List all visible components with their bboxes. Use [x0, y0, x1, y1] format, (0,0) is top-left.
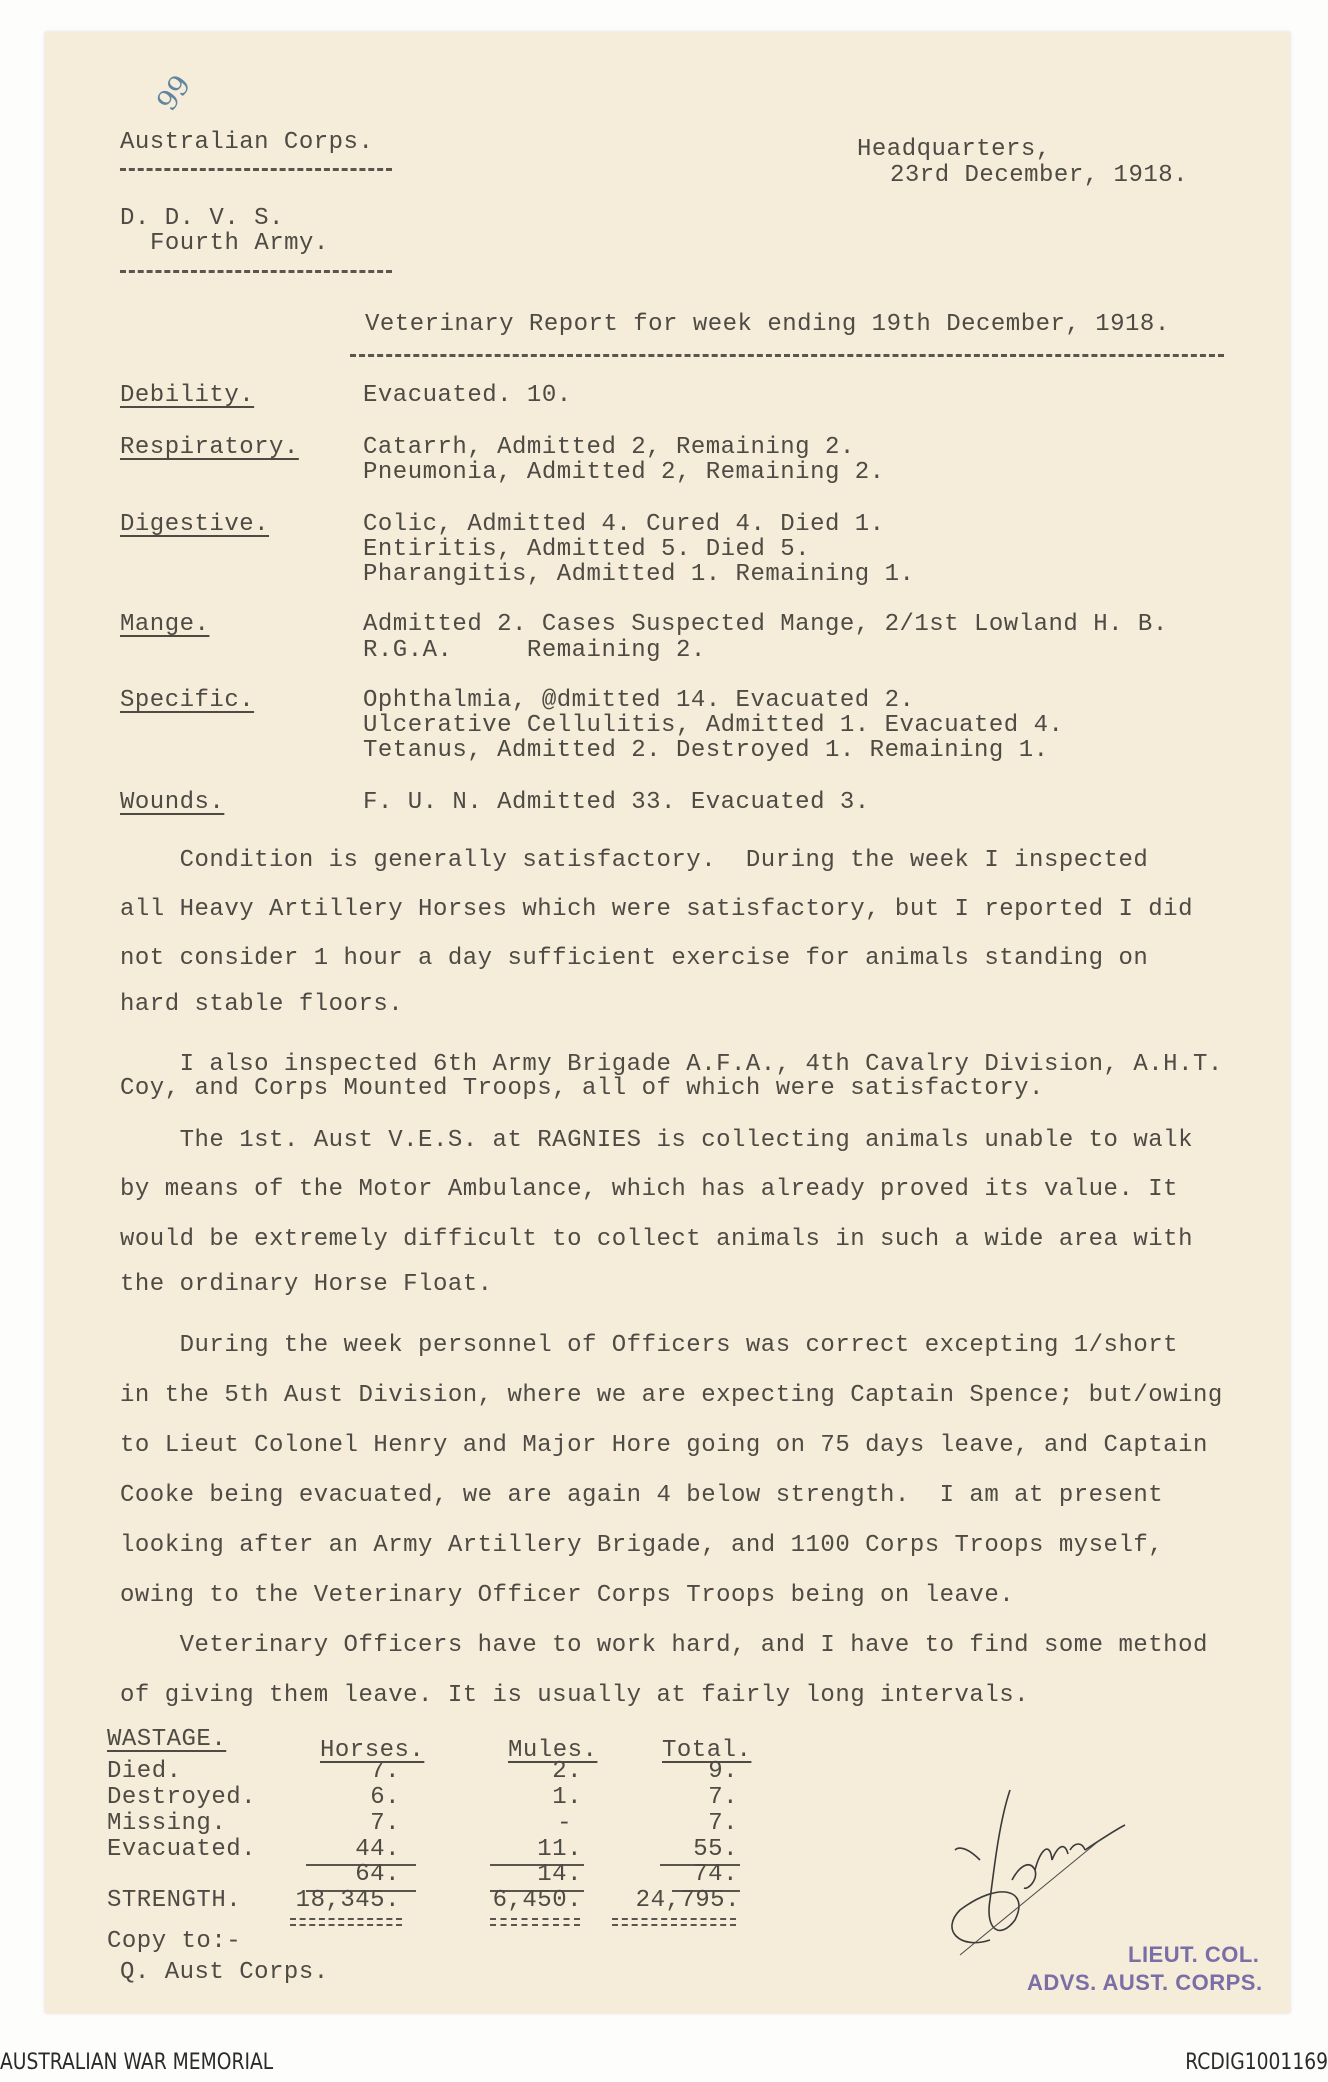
- folio-number: 99: [150, 68, 198, 117]
- section-heading: Debility.: [120, 382, 255, 409]
- copy-to-label: Copy to:-: [107, 1928, 242, 1955]
- double-rule: [490, 1918, 580, 1926]
- paragraph-line: During the week personnel of Officers was correct excepting 1/short: [120, 1332, 1179, 1359]
- from-unit: Australian Corps.: [120, 129, 374, 156]
- wastage-cell: 2.: [552, 1758, 582, 1785]
- wastage-row-label: Evacuated.: [107, 1836, 257, 1863]
- wastage-subtotal: 64.: [355, 1861, 400, 1888]
- wastage-cell: 7.: [708, 1784, 738, 1811]
- wastage-row-label: Died.: [107, 1758, 182, 1785]
- section-heading: Wounds.: [120, 789, 225, 816]
- column-header-mules: Mules.: [508, 1737, 598, 1764]
- addressee-line1: D. D. V. S.: [120, 205, 284, 232]
- place: Headquarters,: [857, 136, 1051, 163]
- strength-label: STRENGTH.: [107, 1887, 242, 1914]
- addressee-line2: Fourth Army.: [150, 230, 329, 257]
- paragraph-line: Veterinary Officers have to work hard, and I have to find some method: [120, 1632, 1208, 1659]
- wastage-heading: WASTAGE.: [107, 1726, 227, 1753]
- column-header-horses: Horses.: [320, 1737, 425, 1764]
- paragraph-line: The 1st. Aust V.E.S. at RAGNIES is collecting animals unable to walk: [120, 1127, 1193, 1154]
- paragraph-line: would be extremely difficult to collect animals in such a wide area with: [120, 1226, 1193, 1253]
- paragraph-line: hard stable floors.: [120, 991, 404, 1018]
- signature: [940, 1780, 1140, 1960]
- date: 23rd December, 1918.: [890, 162, 1189, 189]
- wastage-row-label: Missing.: [107, 1810, 227, 1837]
- paragraph-line: looking after an Army Artillery Brigade, and 1100 Corps Troops myself,: [120, 1532, 1164, 1559]
- wastage-cell: 9.: [708, 1758, 738, 1785]
- wastage-cell: 7.: [370, 1810, 400, 1837]
- wastage-subtotal: 14.: [537, 1861, 582, 1888]
- section-line: R.G.A. Remaining 2.: [363, 637, 706, 664]
- section-line: Catarrh, Admitted 2, Remaining 2.: [363, 434, 855, 461]
- paragraph-line: the ordinary Horse Float.: [120, 1271, 493, 1298]
- wastage-cell: 7.: [370, 1758, 400, 1785]
- paragraph-line: by means of the Motor Ambulance, which has already proved its value. It: [120, 1176, 1179, 1203]
- divider: [120, 270, 392, 273]
- divider: [120, 168, 392, 171]
- rank-stamp-line1: LIEUT. COL.: [1128, 1942, 1260, 1967]
- section-heading: Digestive.: [120, 511, 270, 538]
- section-line: Entiritis, Admitted 5. Died 5.: [363, 536, 811, 563]
- report-title: Veterinary Report for week ending 19th December, 1918.: [365, 311, 1170, 338]
- paragraph-line: to Lieut Colonel Henry and Major Hore going on 75 days leave, and Captain: [120, 1432, 1208, 1459]
- section-line: Pharangitis, Admitted 1. Remaining 1.: [363, 561, 915, 588]
- paragraph-line: not consider 1 hour a day sufficient exercise for animals standing on: [120, 945, 1149, 972]
- wastage-cell: 1.: [552, 1784, 582, 1811]
- copy-to-recipient: Q. Aust Corps.: [120, 1959, 329, 1986]
- section-line: Admitted 2. Cases Suspected Mange, 2/1st Lowland H. B.: [363, 611, 1168, 638]
- wastage-cell: 6.: [370, 1784, 400, 1811]
- section-line: Pneumonia, Admitted 2, Remaining 2.: [363, 459, 885, 486]
- wastage-subtotal: 74.: [693, 1861, 738, 1888]
- section-line: Tetanus, Admitted 2. Destroyed 1. Remaining 1.: [363, 737, 1049, 764]
- section-line: Ophthalmia, @dmitted 14. Evacuated 2.: [363, 687, 915, 714]
- wastage-cell: -: [557, 1810, 572, 1837]
- rank-stamp-line2: ADVS. AUST. CORPS.: [1027, 1970, 1263, 1995]
- section-line: Evacuated. 10.: [363, 382, 572, 409]
- paragraph-line: in the 5th Aust Division, where we are expecting Captain Spence; but/owing: [120, 1382, 1223, 1409]
- paragraph-line: Cooke being evacuated, we are again 4 below strength. I am at present: [120, 1482, 1164, 1509]
- column-header-total: Total.: [662, 1737, 752, 1764]
- strength-value: 6,450.: [492, 1887, 582, 1914]
- wastage-row-label: Destroyed.: [107, 1784, 257, 1811]
- double-rule: [612, 1918, 736, 1926]
- wastage-cell: 11.: [537, 1836, 582, 1863]
- section-line: Ulcerative Cellulitis, Admitted 1. Evacuated 4.: [363, 712, 1064, 739]
- section-heading: Mange.: [120, 611, 210, 638]
- section-line: Colic, Admitted 4. Cured 4. Died 1.: [363, 511, 885, 538]
- section-line: F. U. N. Admitted 33. Evacuated 3.: [363, 789, 870, 816]
- strength-value: 24,795.: [635, 1887, 740, 1914]
- paragraph-line: all Heavy Artillery Horses which were satisfactory, but I reported I did: [120, 896, 1193, 923]
- paragraph-line: Coy, and Corps Mounted Troops, all of which were satisfactory.: [120, 1075, 1044, 1102]
- strength-value: 18,345.: [295, 1887, 400, 1914]
- paragraph-line: owing to the Veterinary Officer Corps Troops being on leave.: [120, 1582, 1015, 1609]
- section-heading: Respiratory.: [120, 434, 299, 461]
- wastage-cell: 44.: [355, 1836, 400, 1863]
- footer-institution: AUSTRALIAN WAR MEMORIAL: [0, 2050, 274, 2075]
- paragraph-line: Condition is generally satisfactory. During the week I inspected: [120, 847, 1149, 874]
- footer-record-id: RCDIG1001169: [1185, 2050, 1328, 2075]
- section-heading: Specific.: [120, 687, 255, 714]
- wastage-cell: 55.: [693, 1836, 738, 1863]
- paragraph-line: I also inspected 6th Army Brigade A.F.A., 4th Cavalry Division, A.H.T.: [120, 1051, 1223, 1078]
- wastage-cell: 7.: [708, 1810, 738, 1837]
- title-divider: [350, 354, 1224, 357]
- paragraph-line: of giving them leave. It is usually at fairly long intervals.: [120, 1682, 1030, 1709]
- double-rule: [290, 1918, 402, 1926]
